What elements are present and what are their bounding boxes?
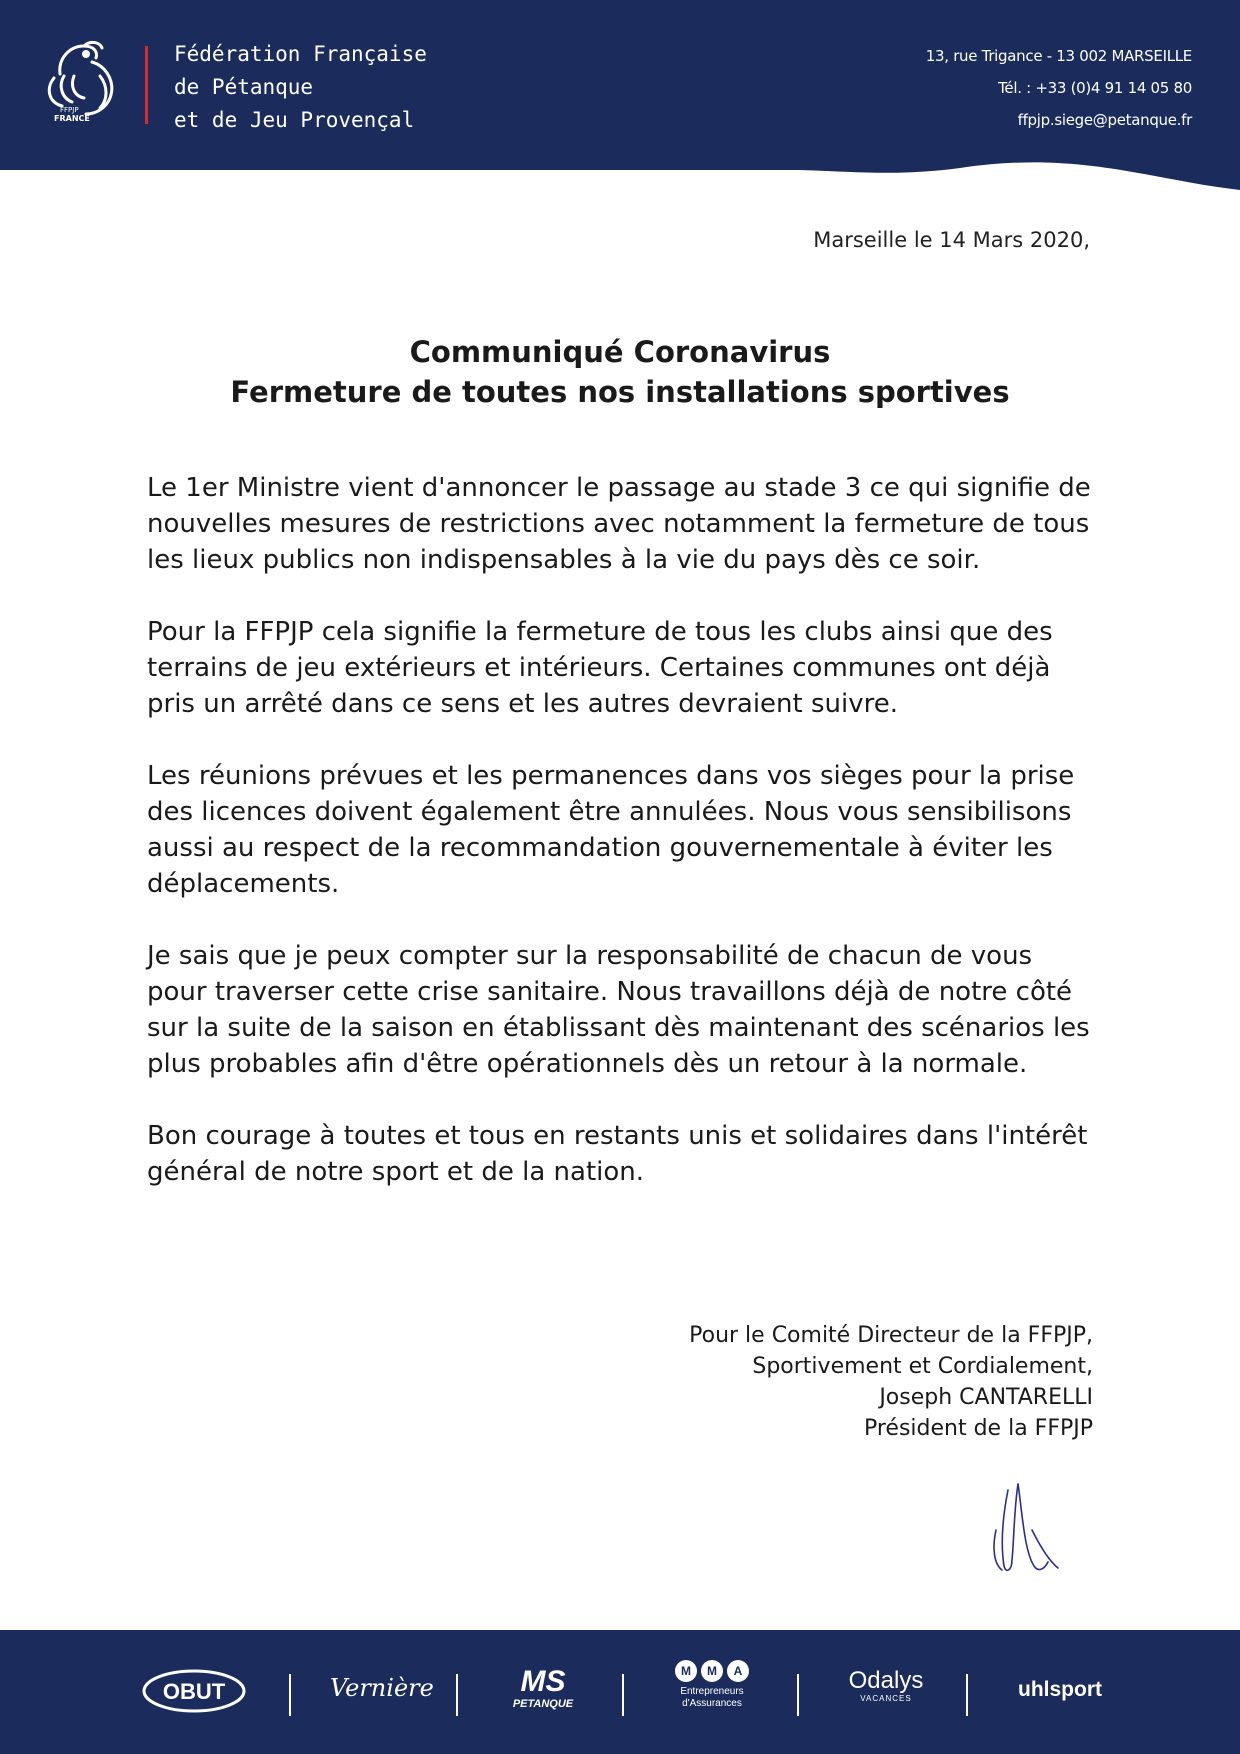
federation-line-1: Fédération Française: [174, 42, 427, 66]
signatory-title: Président de la FFPJP: [863, 1416, 1093, 1441]
sponsor-mma-a: A: [727, 1660, 749, 1682]
sponsor-ms-petanque: [498, 1666, 588, 1710]
sponsor-mma-m2: M: [701, 1660, 723, 1682]
title-line-2: Fermeture de toutes nos installations sportives: [230, 375, 1010, 409]
logo-ffpjp-text: FFPJP: [60, 106, 79, 114]
rooster-logo: [40, 36, 130, 126]
paragraph-1: Le 1er Ministre vient d'annoncer le passage au stade 3 ce qui signifie de nouvelles mesures de restrictions avec notamment la fermeture de tous les lieux publics non indispensables à la vie du pays dès ce soir.: [147, 473, 1091, 575]
sponsor-mma-line1: Entrepreneurs: [680, 1686, 744, 1697]
paragraph-2: Pour la FFPJP cela signifie la fermeture de tous les clubs ainsi que des terrains de jeu extérieurs et intérieurs. Certaines communes ont déjà pris un arrêté dans ce sens et les autres devraient suivre.: [147, 617, 1053, 719]
closing-block: [689, 1320, 1093, 1444]
sponsor-odalys-text: Odalys: [848, 1667, 924, 1694]
letter-title: [0, 332, 1240, 412]
sponsor-petanque-text: PETANQUE: [512, 1698, 574, 1710]
contact-block: [926, 40, 1192, 136]
address: 13, rue Trigance - 13 002 MARSEILLE: [925, 47, 1192, 65]
footer-separator: [289, 1674, 291, 1716]
sponsor-footer: [0, 1630, 1240, 1754]
sponsor-obut-text: OBUT: [162, 1679, 226, 1704]
sponsor-mma-line2: d'Assurances: [682, 1698, 742, 1709]
federation-line-3: et de Jeu Provençal: [174, 108, 415, 132]
paragraph-4: Je sais que je peux compter sur la responsabilité de chacun de vous pour traverser cette crise sanitaire. Nous travaillons déjà de notre côté sur la suite de la saison en établissant dès maintenant des scénarios les plus probables afin d'être opérationnels dès un retour à la normale.: [147, 941, 1090, 1079]
footer-separator: [456, 1674, 458, 1716]
closing-line-1: Pour le Comité Directeur de la FFPJP,: [689, 1323, 1093, 1348]
footer-separator: [797, 1674, 799, 1716]
paragraph-5: Bon courage à toutes et tous en restants unis et solidaires dans l'intérêt général de notre sport et de la nation.: [147, 1121, 1088, 1187]
phone: Tél. : +33 (0)4 91 14 05 80: [998, 79, 1192, 97]
sponsor-ms-text: MS: [520, 1665, 566, 1698]
closing-line-2: Sportivement et Cordialement,: [752, 1354, 1093, 1379]
footer-separator: [966, 1674, 968, 1716]
email: ffpjp.siege@petanque.fr: [1017, 111, 1192, 129]
sponsor-verniere: Vernière: [330, 1674, 434, 1702]
logo-france-text: FRANCE: [54, 114, 90, 123]
signatory-name: Joseph CANTARELLI: [879, 1385, 1093, 1410]
handwritten-signature: [978, 1470, 1068, 1580]
letterhead-header: [0, 0, 1240, 200]
federation-name: [174, 38, 427, 137]
letter-date: Marseille le 14 Mars 2020,: [813, 228, 1090, 252]
footer-separator: [622, 1674, 624, 1716]
sponsor-obut-logo: [142, 1668, 246, 1714]
logo-divider: [145, 46, 148, 124]
federation-line-2: de Pétanque: [174, 75, 314, 99]
letter-body: [147, 470, 1097, 1226]
sponsor-uhlsport: uhlsport: [1018, 1678, 1102, 1701]
sponsor-odalys: [836, 1668, 936, 1703]
sponsor-mma: [662, 1660, 762, 1710]
sponsor-mma-m1: M: [675, 1660, 697, 1682]
paragraph-3: Les réunions prévues et les permanences dans vos sièges pour la prise des licences doivent également être annulées. Nous vous sensibilisons aussi au respect de la recommandation gouvernementale à éviter les déplacements.: [147, 761, 1075, 899]
title-line-1: Communiqué Coronavirus: [409, 335, 831, 369]
sponsor-odalys-sub: VACANCES: [860, 1694, 912, 1703]
